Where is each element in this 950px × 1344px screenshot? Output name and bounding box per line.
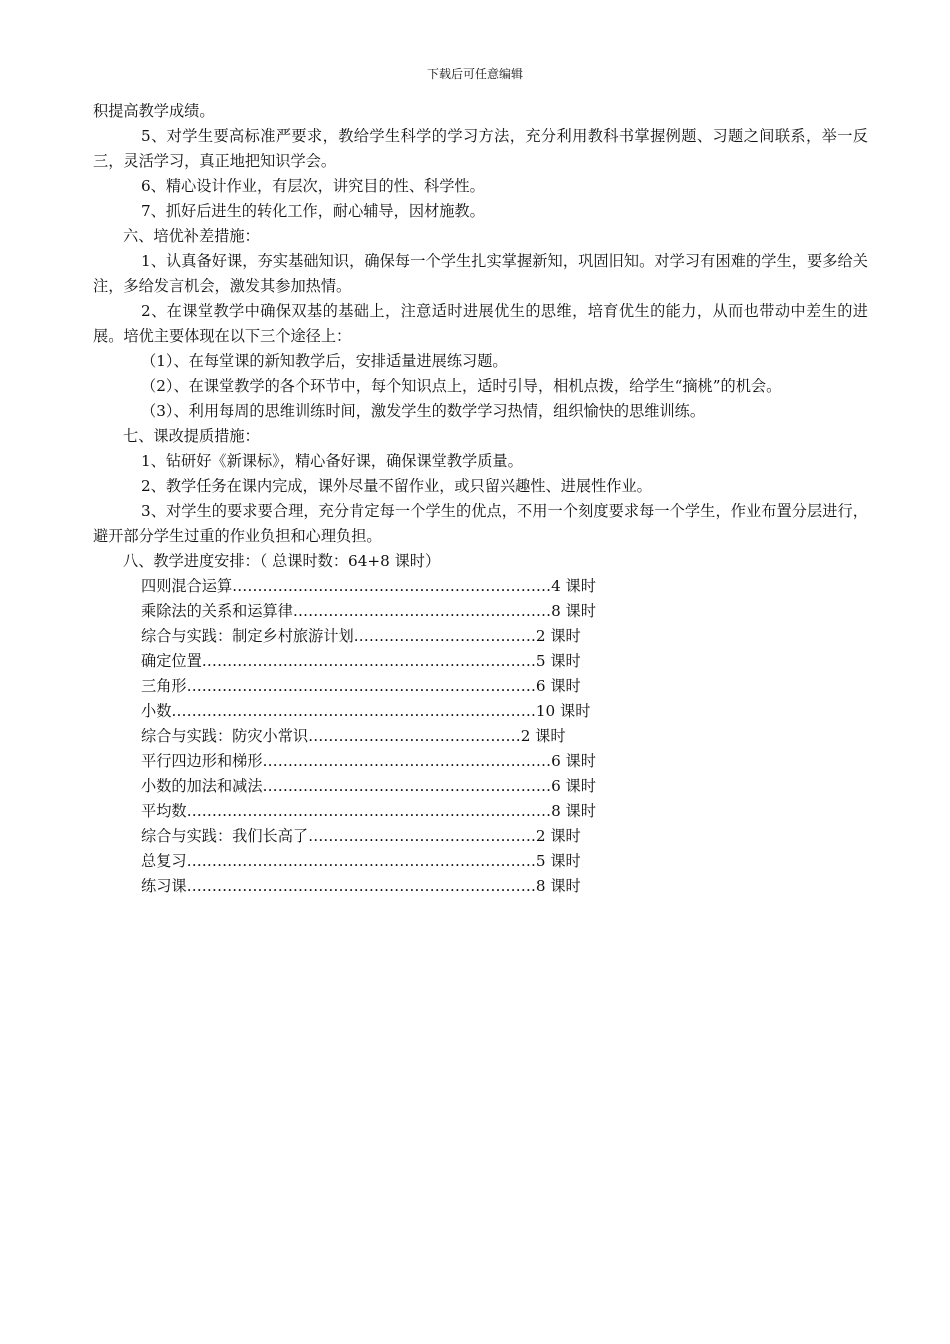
paragraph-item-6-2: 2、在课堂教学中确保双基的基础上，注意适时进展优生的思维，培育优生的能力，从而也带动中差生的进展。培优主要体现在以下三个途径上： [93,302,868,345]
schedule-hours: 6 课时 [535,677,581,695]
list-item [141,774,868,799]
paragraph-item-6: 6、精心设计作业，有层次，讲究目的性、科学性。 [141,177,485,195]
schedule-leader-dots: ……………………………………………………………… [171,702,536,720]
section-heading-8: 八、教学进度安排：（ 总课时数：64+8 课时） [123,552,441,570]
list-item [141,724,868,749]
schedule-unit-name: 练习课 [141,877,187,895]
schedule-leader-dots: ………………………………………………………… [201,652,536,670]
list-item [141,574,868,599]
schedule-leader-dots: …………………………………………… [292,602,552,620]
schedule-leader-dots: …………………………………………………………… [186,677,536,695]
schedule-leader-dots: ……………………………………………………………… [186,802,552,820]
list-item [141,599,868,624]
schedule-hours: 5 课时 [535,652,581,670]
schedule-leader-dots: …………………………………………………………… [186,852,536,870]
page-header: 下载后可任意编辑 [426,67,523,81]
schedule-leader-dots: ……………………………… [353,627,536,645]
paragraph-sub-item-2: （2）、在课堂教学的各个环节中，每个知识点上，适时引导，相机点拨，给学生“摘桃”的机会。 [141,377,782,395]
list-item [141,799,868,824]
paragraph-sub-item-1: （1）、在每堂课的新知教学后，安排适量进展练习题。 [141,352,508,370]
schedule-unit-name: 乘除法的关系和运算律 [141,602,293,620]
schedule-hours: 2 课时 [520,727,566,745]
list-item [141,674,868,699]
schedule-hours: 10 课时 [535,702,591,720]
schedule-hours: 6 课时 [551,752,596,770]
schedule-leader-dots: …………………………………………………………… [186,877,536,895]
list-item [141,849,868,874]
section-heading-7: 七、课改提质措施： [123,427,260,445]
schedule-unit-name: 平行四边形和梯形 [141,752,263,770]
section-heading-6: 六、培优补差措施： [123,227,260,245]
schedule-hours: 8 课时 [535,877,581,895]
paragraph-item-6-1: 1、认真备好课，夯实基础知识，确保每一个学生扎实掌握新知，巩固旧知。对学习有困难的学生，要多给关注，多给发言机会，激发其参加热情。 [93,252,868,295]
schedule-unit-name: 小数 [141,702,172,720]
schedule-unit-name: 综合与实践：我们长高了 [141,827,309,845]
paragraph-item-7-1: 1、钻研好《新课标》，精心备好课，确保课堂教学质量。 [141,452,523,470]
schedule-leader-dots: ……………………………………… [308,827,536,845]
schedule-leader-dots: ………………………………………………… [262,752,552,770]
schedule-leader-dots: …………………………………… [308,727,521,745]
schedule-unit-name: 确定位置 [141,652,202,670]
schedule-leader-dots: ……………………………………………………… [232,577,552,595]
list-item [141,624,868,649]
paragraph-item-7-2: 2、教学任务在课内完成，课外尽量不留作业，或只留兴趣性、进展性作业。 [141,477,652,495]
schedule-unit-name: 平均数 [141,802,187,820]
schedule-list [93,574,868,899]
paragraph-continuation: 积提高教学成绩。 [93,102,215,120]
list-item [141,824,868,849]
schedule-hours: 6 课时 [551,777,596,795]
schedule-leader-dots: ………………………………………………… [262,777,552,795]
schedule-unit-name: 综合与实践：制定乡村旅游计划 [141,627,354,645]
schedule-hours: 5 课时 [535,852,581,870]
document-body [93,99,868,899]
list-item [141,874,868,899]
schedule-hours: 2 课时 [535,827,581,845]
list-item [141,699,868,724]
list-item [141,749,868,774]
paragraph-item-7-3: 3、对学生的要求要合理，充分肯定每一个学生的优点，不用一个刻度要求每一个学生，作业布置分层进行，避开部分学生过重的作业负担和心理负担。 [93,502,868,545]
schedule-hours: 8 课时 [551,602,596,620]
schedule-hours: 8 课时 [551,802,596,820]
list-item [141,649,868,674]
paragraph-sub-item-3: （3）、利用每周的思维训练时间，激发学生的数学学习热情，组织愉快的思维训练。 [141,402,706,420]
schedule-hours: 2 课时 [535,627,581,645]
schedule-unit-name: 小数的加法和减法 [141,777,263,795]
paragraph-item-7: 7、抓好后进生的转化工作，耐心辅导，因材施教。 [141,202,485,220]
paragraph-item-5: 5、对学生要高标准严要求，教给学生科学的学习方法，充分利用教科书掌握例题、习题之间联系，举一反三，灵活学习，真正地把知识学会。 [93,127,868,170]
schedule-unit-name: 三角形 [141,677,187,695]
schedule-unit-name: 综合与实践：防灾小常识 [141,727,309,745]
schedule-unit-name: 总复习 [141,852,187,870]
schedule-unit-name: 四则混合运算 [141,577,233,595]
schedule-hours: 4 课时 [551,577,596,595]
